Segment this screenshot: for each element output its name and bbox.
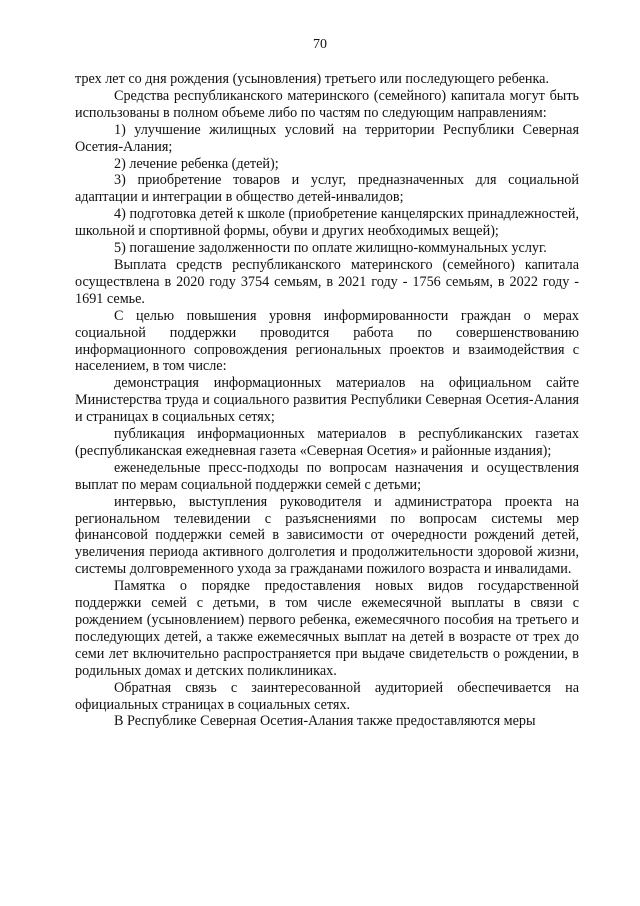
list-item-interviews: интервью, выступления руководителя и администратора проекта на региональном телевидении с разъяснениями по вопросам системы мер финансовой поддержки семей в зависимости от очередности рождений детей, увеличения периода активного долголетия и продолжительности здоровой жизни, системы долговременного ухода за гражданами пожилого возраста и инвалидами.	[75, 493, 579, 578]
paragraph-memo: Памятка о порядке предоставления новых видов государственной поддержки семей с детьми, в том числе ежемесячной выплаты в связи с рождением (усыновлением) первого ребенка, ежемесячного пособия на третьего и последующих детей, а также ежемесячных выплат на детей в возрасте от трех до семи лет включительно распространяется при выдаче свидетельств о рождении, в родильных домах и детских поликлиниках.	[75, 578, 579, 679]
list-item-treatment: 2) лечение ребенка (детей);	[114, 155, 279, 172]
list-item-press-briefings: еженедельные пресс-подходы по вопросам назначения и осуществления выплат по мерам социальной поддержки семей с детьми;	[75, 459, 579, 493]
paragraph-continues: В Республике Северная Осетия-Алания также предоставляются меры	[114, 713, 536, 730]
paragraph-continuation: трех лет со дня рождения (усыновления) третьего или последующего ребенка.	[75, 71, 550, 87]
page-number: 70	[313, 37, 327, 52]
list-item-newspapers: публикация информационных материалов в республиканских газетах (республиканская ежедневная газета «Северная Осетия» и районные издания);	[75, 426, 579, 459]
list-item-housing: 1) улучшение жилищных условий на территории Республики Северная Осетия-Алания;	[75, 121, 579, 155]
paragraph-awareness-intro: С целью повышения уровня информированности граждан о мерах социальной поддержки проводится работа по совершенствованию информационного сопровождения региональных проектов и взаимодействия с населением, в том числе:	[75, 307, 579, 375]
paragraph-capital-usage-intro: Средства республиканского материнского (семейного) капитала могут быть использованы в полном объеме либо по частям по следующим направлениям:	[75, 87, 579, 121]
paragraph-feedback: Обратная связь с заинтересованной аудиторией обеспечивается на официальных страницах в социальных сетях.	[75, 679, 579, 713]
paragraph-payment-statistics: Выплата средств республиканского материнского (семейного) капитала осуществлена в 2020 году 3754 семьям, в 2021 году - 1756 семьям, в 2022 году - 1691 семье.	[75, 256, 579, 307]
document-body	[75, 71, 579, 730]
list-item-school-preparation: 4) подготовка детей к школе (приобретение канцелярских принадлежностей, школьной и спортивной формы, обуви и других необходимых вещей);	[75, 206, 579, 240]
list-item-website: демонстрация информационных материалов на официальном сайте Министерства труда и социального развития Республики Северная Осетия-Алания и страницах в социальных сетях;	[75, 375, 579, 426]
list-item-disabled-adaptation: 3) приобретение товаров и услуг, предназначенных для социальной адаптации и интеграции в общество детей-инвалидов;	[75, 172, 579, 206]
list-item-utility-debt: 5) погашение задолженности по оплате жилищно-коммунальных услуг.	[114, 240, 547, 257]
